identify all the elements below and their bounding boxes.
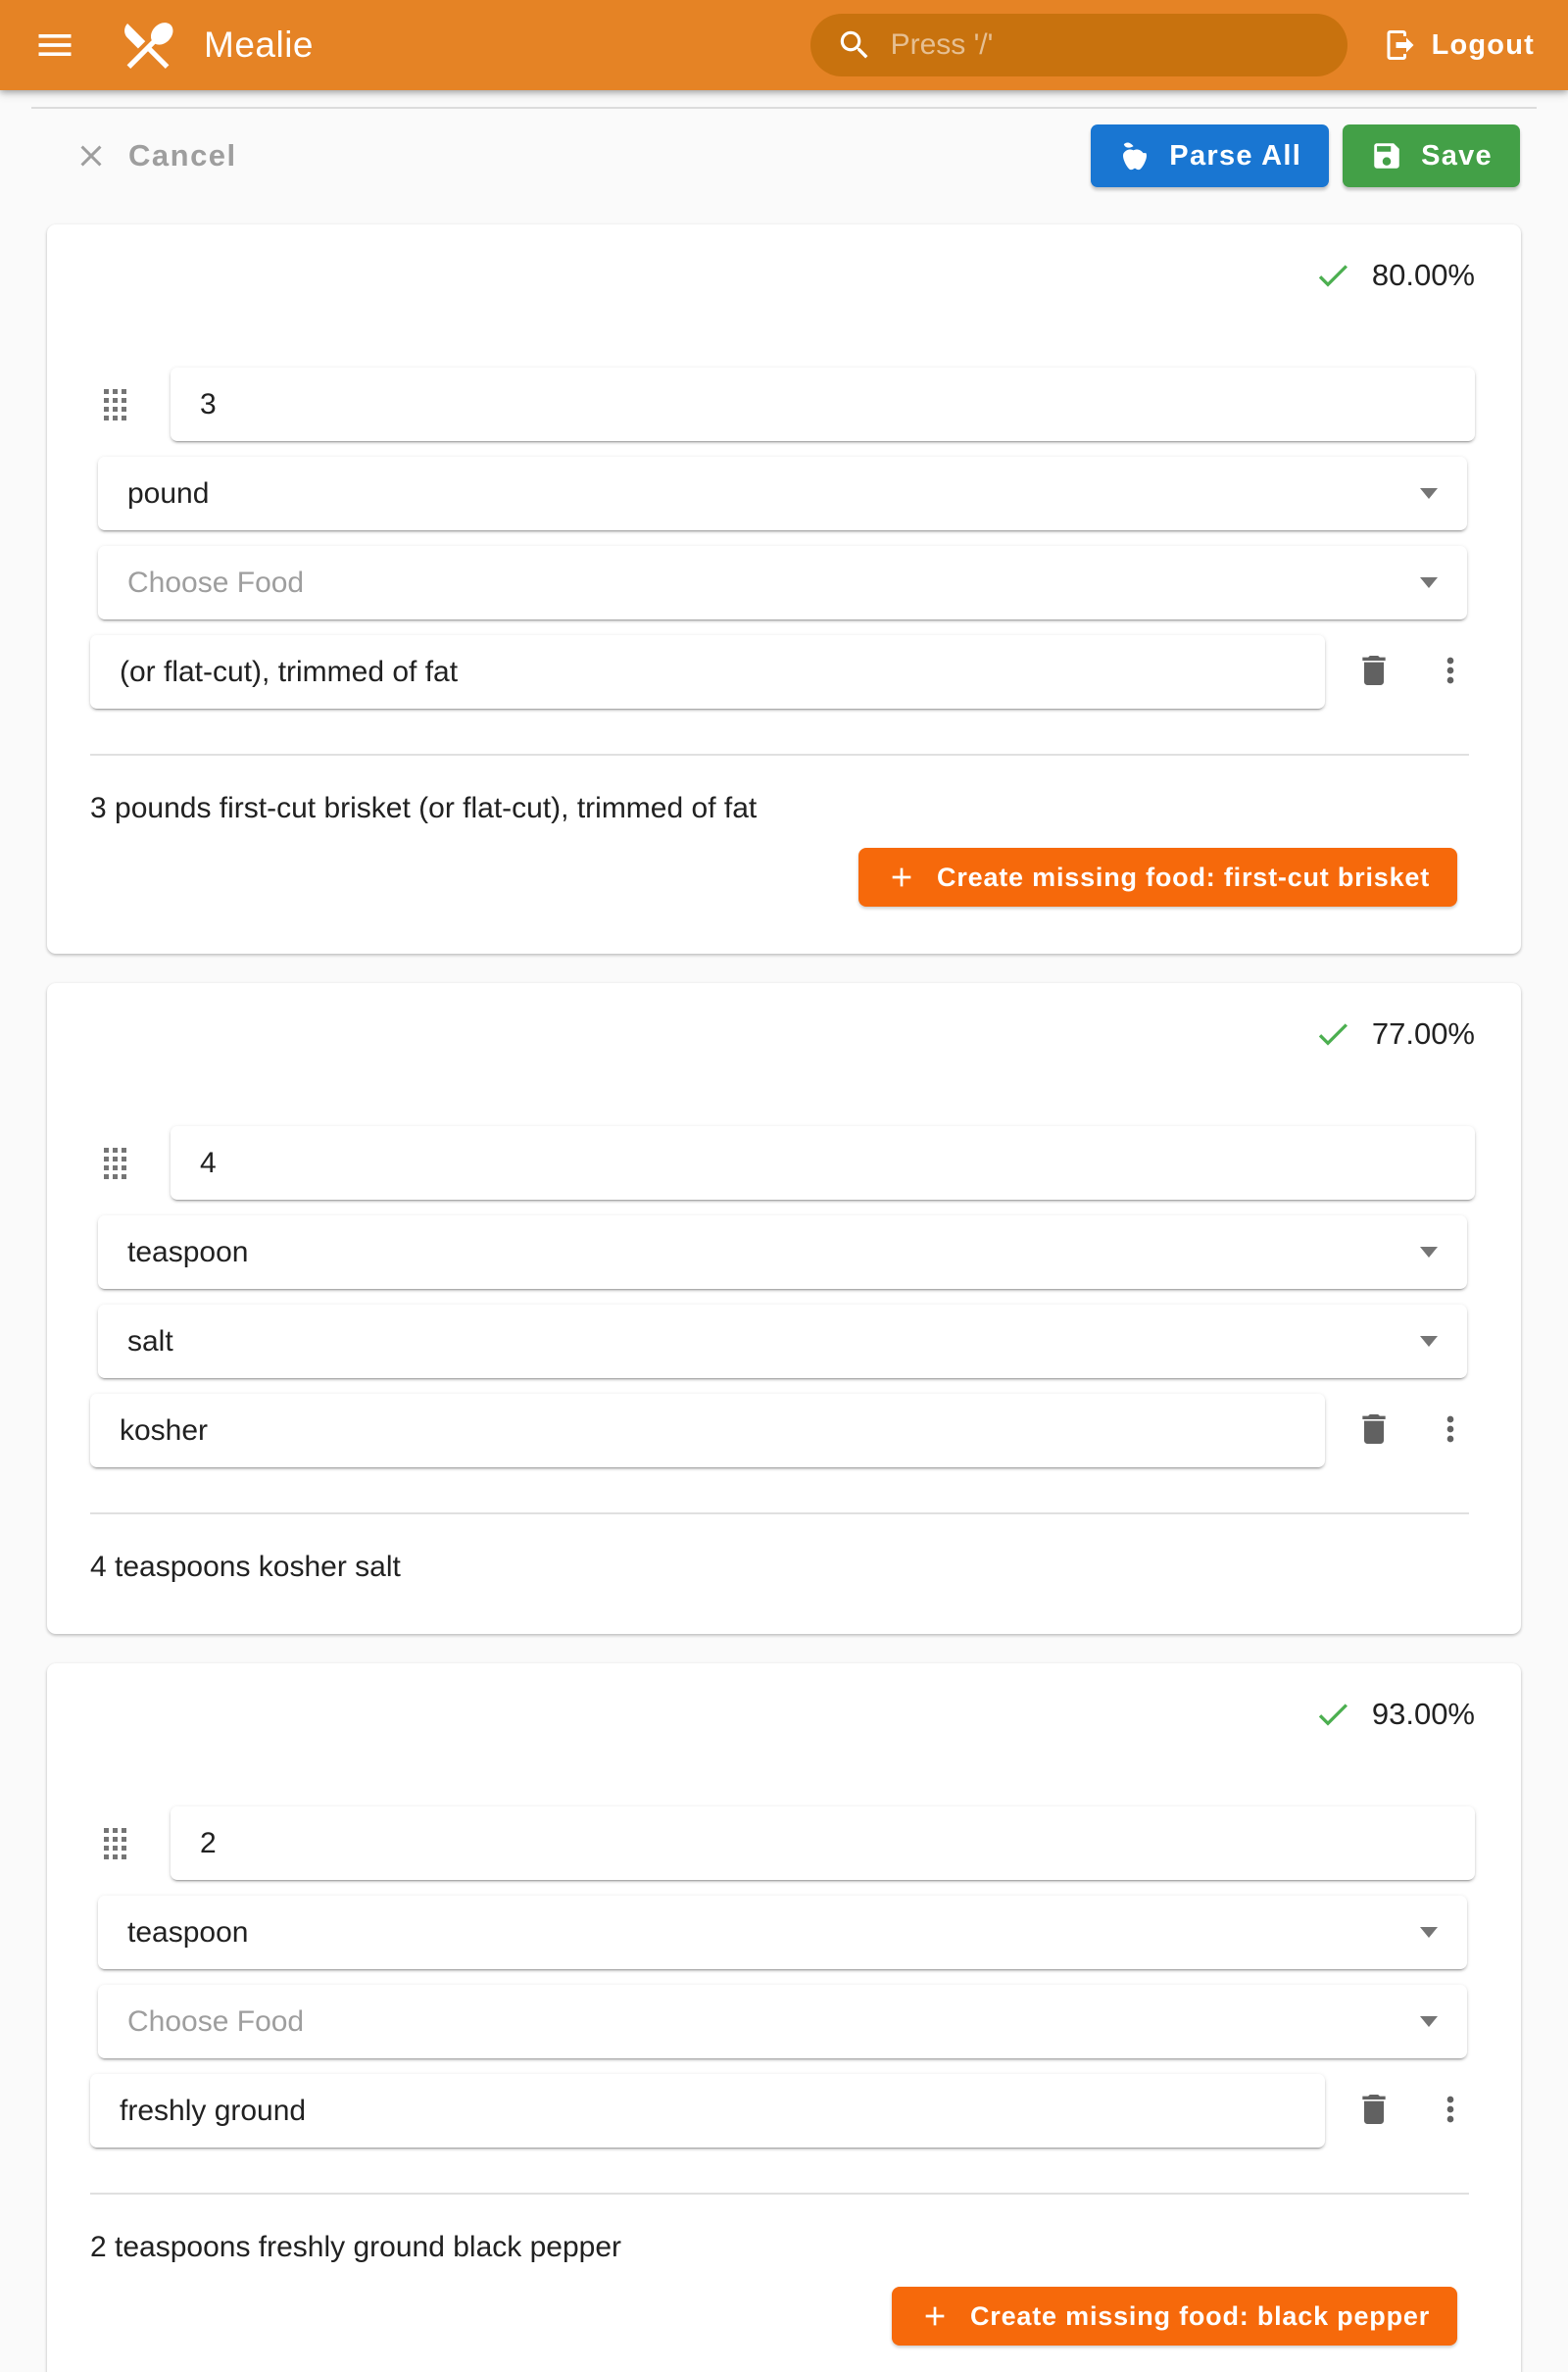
create-missing-food-button[interactable]	[892, 2287, 1457, 2346]
quantity-input[interactable]	[171, 1806, 1475, 1880]
logout-button[interactable]	[1383, 27, 1535, 63]
save-button[interactable]	[1343, 124, 1520, 187]
trash-icon	[1354, 651, 1394, 690]
menu-button[interactable]	[33, 24, 76, 67]
more-options-button[interactable]	[1431, 1409, 1470, 1452]
drag-dots-icon	[104, 1828, 126, 1859]
check-icon	[1313, 256, 1352, 295]
search-icon	[836, 26, 873, 64]
food-select[interactable]	[98, 1305, 1467, 1378]
parser-toolbar	[74, 124, 1520, 187]
food-select[interactable]	[98, 1985, 1467, 2058]
delete-ingredient-button[interactable]	[1354, 1409, 1394, 1452]
note-input[interactable]	[90, 1394, 1325, 1467]
unit-value: teaspoon	[127, 1915, 249, 1949]
note-input[interactable]	[90, 2074, 1325, 2148]
food-select[interactable]	[98, 546, 1467, 619]
divider	[31, 107, 1537, 109]
drag-handle[interactable]	[104, 1148, 127, 1179]
delete-ingredient-button[interactable]	[1354, 651, 1394, 693]
search-input[interactable]	[810, 14, 1348, 76]
app-header	[0, 0, 1568, 90]
dots-vertical-icon	[1431, 1409, 1470, 1449]
check-icon	[1313, 1695, 1352, 1734]
ingredient-card	[47, 1663, 1521, 2372]
chevron-down-icon	[1420, 1247, 1438, 1258]
create-missing-food-button[interactable]	[858, 848, 1457, 907]
more-options-button[interactable]	[1431, 651, 1470, 693]
check-icon	[1313, 1014, 1352, 1054]
dots-vertical-icon	[1431, 2090, 1470, 2129]
apple-icon	[1118, 139, 1152, 173]
quantity-input[interactable]	[171, 368, 1475, 441]
food-placeholder: Choose Food	[127, 2004, 305, 2038]
original-ingredient-text: 2 teaspoons freshly ground black pepper	[90, 2231, 622, 2263]
logout-label: Logout	[1431, 28, 1535, 61]
toolbar-actions	[1091, 124, 1520, 187]
logout-icon	[1383, 27, 1418, 63]
chevron-down-icon	[1420, 1336, 1438, 1347]
divider	[90, 754, 1469, 756]
food-placeholder: Choose Food	[127, 566, 305, 599]
original-ingredient-text: 3 pounds first-cut brisket (or flat-cut), trimmed of fat	[90, 792, 758, 824]
chevron-down-icon	[1420, 488, 1438, 499]
note-input[interactable]	[90, 635, 1325, 709]
parse-all-button[interactable]	[1091, 124, 1329, 187]
unit-select[interactable]	[98, 1896, 1467, 1969]
confidence-row	[90, 1693, 1475, 1736]
ingredient-list	[47, 224, 1521, 2372]
save-label: Save	[1421, 139, 1493, 172]
search-placeholder: Press '/'	[890, 28, 994, 61]
confidence-value: 77.00%	[1371, 1016, 1475, 1051]
confidence-value: 93.00%	[1371, 1697, 1475, 1731]
hamburger-icon	[33, 24, 76, 67]
chevron-down-icon	[1420, 1927, 1438, 1938]
more-options-button[interactable]	[1431, 2090, 1470, 2132]
confidence-row	[90, 1013, 1475, 1056]
close-icon	[74, 138, 109, 173]
divider	[90, 2193, 1469, 2195]
dots-vertical-icon	[1431, 651, 1470, 690]
confidence-value: 80.00%	[1371, 258, 1475, 292]
plus-icon	[919, 2300, 951, 2332]
chevron-down-icon	[1420, 2016, 1438, 2027]
cancel-button[interactable]	[74, 138, 237, 173]
food-value: salt	[127, 1324, 173, 1358]
save-icon	[1370, 139, 1403, 173]
create-missing-food-label: Create missing food: first-cut brisket	[937, 862, 1430, 892]
app-title: Mealie	[204, 25, 314, 65]
ingredient-card	[47, 983, 1521, 1634]
silverware-icon	[118, 15, 178, 75]
ingredient-card	[47, 224, 1521, 954]
divider	[90, 1512, 1469, 1514]
parse-all-label: Parse All	[1169, 139, 1302, 172]
quantity-input[interactable]	[171, 1126, 1475, 1200]
unit-select[interactable]	[98, 1215, 1467, 1289]
drag-handle[interactable]	[104, 389, 127, 420]
unit-value: teaspoon	[127, 1235, 249, 1268]
original-ingredient-text: 4 teaspoons kosher salt	[90, 1551, 401, 1583]
trash-icon	[1354, 2090, 1394, 2129]
confidence-row	[90, 254, 1475, 297]
drag-dots-icon	[104, 389, 126, 420]
chevron-down-icon	[1420, 577, 1438, 588]
trash-icon	[1354, 1409, 1394, 1449]
drag-dots-icon	[104, 1148, 126, 1179]
unit-select[interactable]	[98, 457, 1467, 530]
mealie-logo	[118, 15, 178, 75]
drag-handle[interactable]	[104, 1828, 127, 1859]
create-missing-food-label: Create missing food: black pepper	[970, 2300, 1430, 2331]
delete-ingredient-button[interactable]	[1354, 2090, 1394, 2132]
cancel-label: Cancel	[128, 138, 237, 173]
unit-value: pound	[127, 476, 210, 510]
plus-icon	[886, 862, 917, 893]
